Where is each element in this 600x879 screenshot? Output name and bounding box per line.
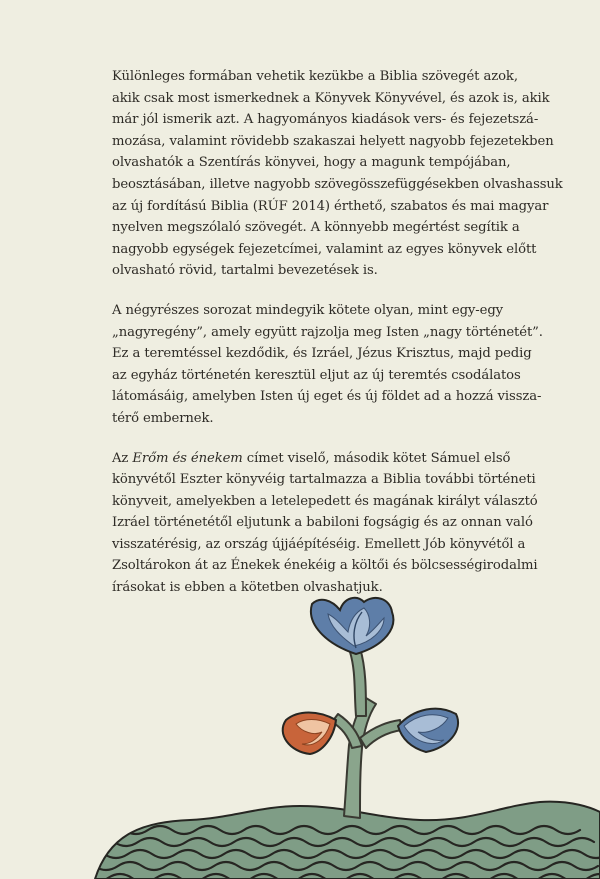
sprouting-plant-illustration <box>0 588 600 879</box>
orange-leaf-small <box>326 660 354 681</box>
text-line: írásokat is ebben a kötetben olvashatjuk. <box>112 580 383 596</box>
text-line: A négyrészes sorozat mindegyik kötete olyan, mint egy-egy <box>112 302 504 318</box>
text-line: visszatérésig, az ország újjáépítéséig. Emellett Jób könyvétől a <box>112 536 526 552</box>
line-prefix: Az <box>112 450 133 466</box>
text-line: az új fordítású Biblia (RÚF 2014) érthető, szabatos és mai magyar <box>112 198 549 214</box>
text-line: Ez a teremtéssel kezdődik, és Izráel, Jézus Krisztus, majd pedig <box>112 346 532 362</box>
text-line: akik csak most ismerkednek a Könyvek Könyvével, és azok is, akik <box>112 90 550 106</box>
text-line: könyvétől Eszter könyvéig tartalmazza a Biblia további történeti <box>112 472 536 488</box>
waves-ground <box>60 802 600 879</box>
back-cover-text <box>112 66 563 599</box>
text-line: olvasható rövid, tartalmi bevezetések is. <box>112 263 378 279</box>
text-line: az egyház történetén keresztül eljut az új teremtés csodálatos <box>112 367 521 383</box>
text-line: könyveit, amelyekben a letelepedett és magának királyt választó <box>112 493 538 509</box>
blue-leaf-top <box>311 598 393 654</box>
text-line: beosztásában, illetve nagyobb szövegösszefüggésekben olvashassuk <box>112 176 563 192</box>
text-line: Különleges formában vehetik kezükbe a Biblia szövegét azok, <box>112 69 518 84</box>
text-line: térő embernek. <box>112 410 214 426</box>
text-line <box>112 448 511 470</box>
line-suffix: címet viselő, második kötet Sámuel első <box>242 450 511 466</box>
text-line: „nagyregény”, amely együtt rajzolja meg Isten „nagy történetét”. <box>112 324 543 340</box>
paragraph-intro <box>112 66 563 282</box>
text-line: látomásáig, amelyben Isten új eget és új földet ad a hozzá vissza- <box>112 389 542 405</box>
text-line: mozása, valamint rövidebb szakaszai helyett nagyobb fejezetekben <box>112 133 554 149</box>
blue-leaf-right <box>398 709 458 752</box>
text-line: már jól ismerik azt. A hagyományos kiadások vers- és fejezetszá- <box>112 112 539 128</box>
paragraph-volume <box>112 448 538 599</box>
text-line: Zsoltárokon át az Énekek énekéig a költői és bölcsességirodalmi <box>112 558 538 574</box>
text-line: nagyobb egységek fejezetcímei, valamint az egyes könyvek előtt <box>112 241 537 257</box>
text-line: nyelven megszólaló szövegét. A könnyebb megértést segítik a <box>112 220 520 236</box>
volume-title: Erőm és énekem <box>132 450 243 466</box>
orange-leaf-left <box>283 713 336 755</box>
text-line: olvashatók a Szentírás könyvei, hogy a magunk tempójában, <box>112 155 511 171</box>
paragraph-series <box>112 300 543 430</box>
text-line: Izráel történetétől eljutunk a babiloni fogságig és az onnan való <box>112 515 533 531</box>
